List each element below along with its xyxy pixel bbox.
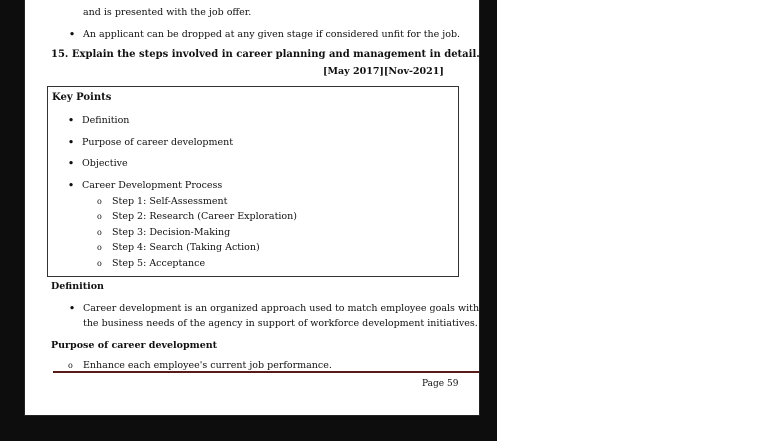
page-divider [53, 371, 479, 373]
exam-dates: [May 2017][Nov-2021] [323, 66, 444, 77]
key-point-item: • Definition [82, 115, 129, 127]
body-text-line: and is presented with the job offer. [83, 7, 252, 18]
step-item: o Step 3: Decision-Making [112, 227, 230, 239]
question-heading: 15. Explain the steps involved in career planning and management in detail. [51, 49, 480, 60]
key-points-title: Key Points [52, 92, 112, 103]
key-point-item: • Objective [82, 158, 128, 170]
definition-line: the business needs of the agency in support of workforce development initiatives. [83, 318, 478, 329]
key-point-item: • Purpose of career development [82, 137, 233, 149]
key-point-item: • Career Development Process [82, 180, 222, 192]
purpose-item: o Enhance each employee's current job performance. [83, 360, 332, 372]
step-item: o Step 5: Acceptance [112, 258, 205, 270]
step-item: o Step 1: Self-Assessment [112, 196, 227, 208]
key-points-box [47, 86, 459, 277]
document-page [24, 0, 480, 416]
definition-line: • Career development is an organized approach used to match employee goals with [83, 303, 479, 315]
step-item: o Step 2: Research (Career Exploration) [112, 211, 297, 223]
purpose-heading: Purpose of career development [51, 340, 218, 351]
step-item: o Step 4: Search (Taking Action) [112, 242, 260, 254]
list-item: • An applicant can be dropped at any given stage if considered unfit for the job. [83, 29, 460, 41]
page-number: Page 59 [422, 379, 459, 389]
definition-heading: Definition [51, 281, 104, 292]
